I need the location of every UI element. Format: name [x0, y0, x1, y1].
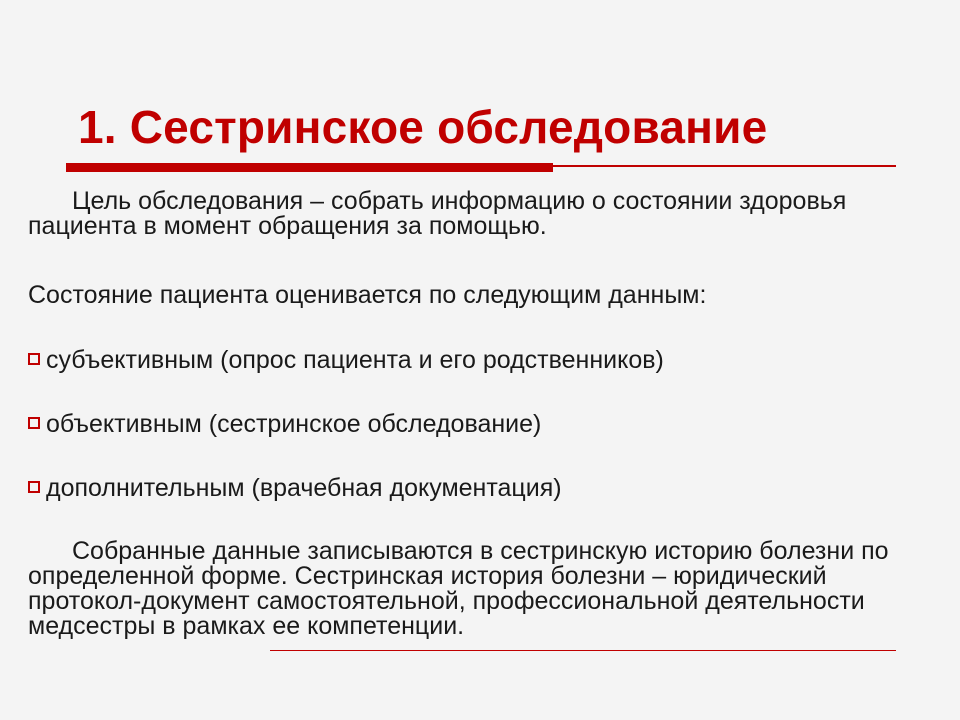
- intro-paragraph: Цель обследования – собрать информацию о состоянии здоровья пациента в момент обращения за помощью.: [28, 187, 847, 240]
- bullet-item-additional: [28, 474, 562, 503]
- bullet-text: субъективным (опрос пациента и его родственников): [46, 346, 664, 374]
- square-bullet-icon: [28, 417, 40, 429]
- conclusion-paragraph: Собранные данные записываются в сестринскую историю болезни по определенной форме. Сестринская история болезни – юридический протокол-документ самостоятельной, профессиональной деятельности медсестры в рамках ее компетенции.: [28, 537, 889, 640]
- title-underline-thick: [66, 163, 553, 172]
- slide-title: 1. Сестринское обследование: [78, 101, 768, 153]
- bullet-item-subjective: [28, 346, 664, 375]
- title-underline-thin: [553, 165, 896, 167]
- bullet-text: дополнительным (врачебная документация): [46, 474, 562, 502]
- lead-paragraph: Состояние пациента оценивается по следующим данным:: [28, 281, 707, 309]
- bullet-item-objective: [28, 410, 541, 439]
- square-bullet-icon: [28, 481, 40, 493]
- bullet-text: объективным (сестринское обследование): [46, 410, 542, 438]
- bottom-rule: [270, 650, 896, 651]
- square-bullet-icon: [28, 353, 40, 365]
